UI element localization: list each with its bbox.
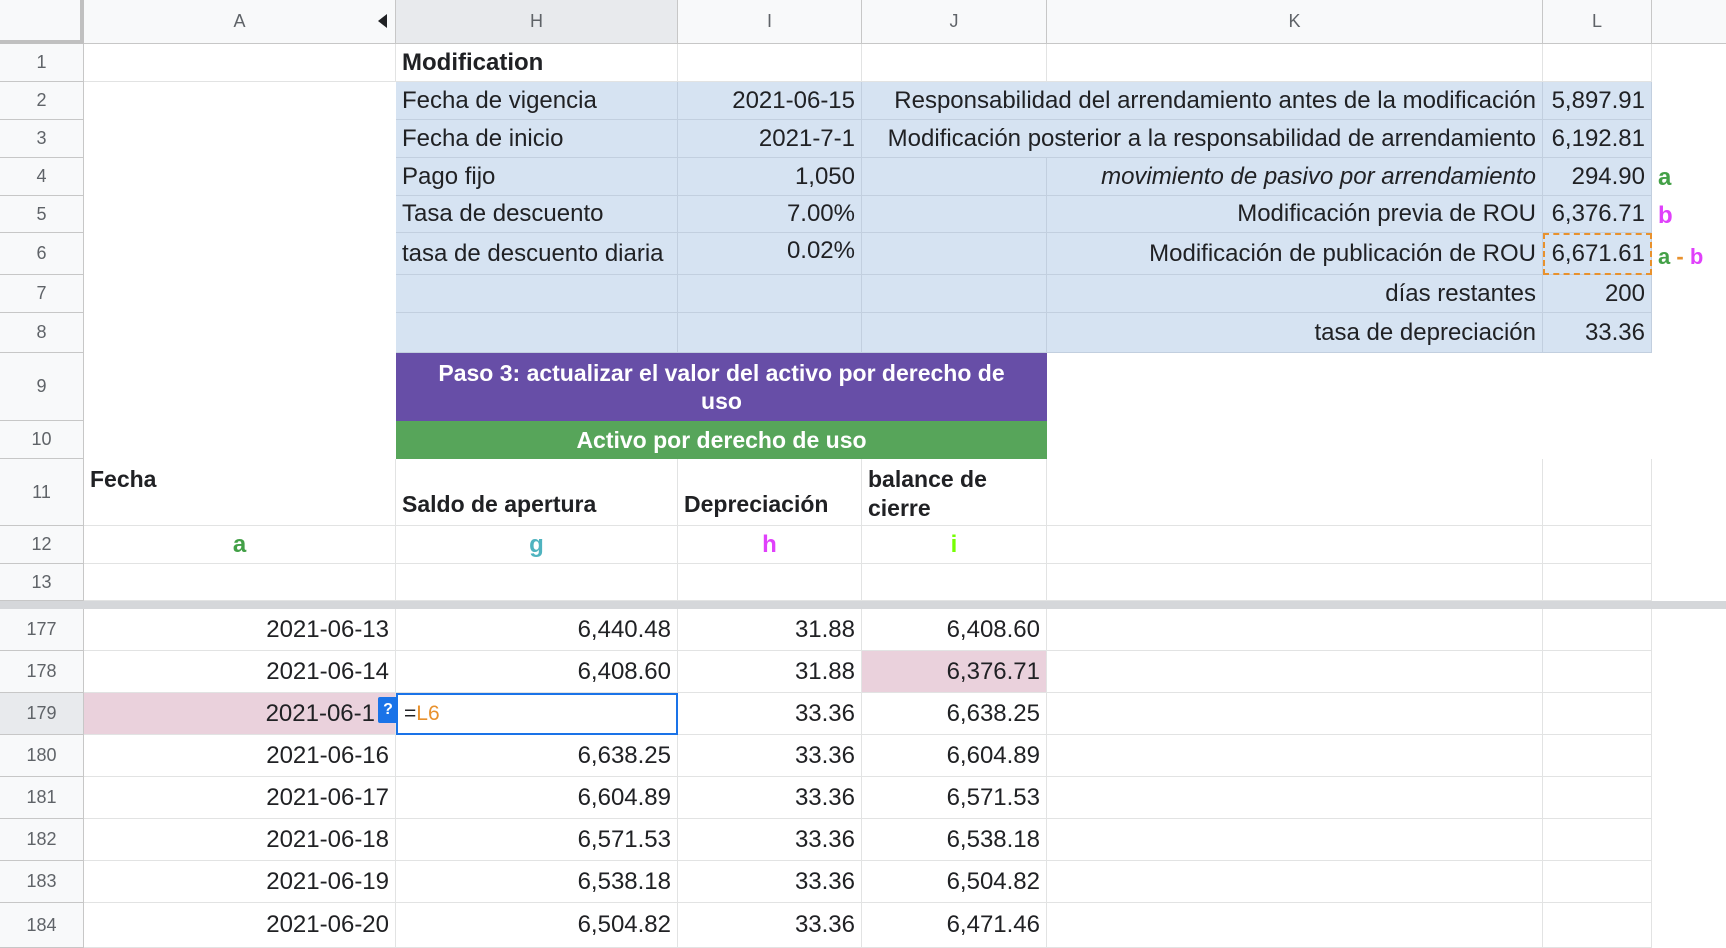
param-label: Fecha de vigencia [402, 86, 597, 114]
tag-a-part: a [1658, 244, 1671, 269]
summary-label: días restantes [1385, 279, 1536, 307]
formula-equals: = [404, 702, 417, 725]
header-fecha[interactable]: Fecha [84, 459, 396, 526]
letter-a: a [232, 530, 247, 558]
date-cell[interactable] [84, 777, 396, 819]
row-header[interactable] [0, 819, 84, 861]
saldo-value: 6,440.48 [577, 615, 671, 643]
cierre-cell[interactable] [862, 609, 1047, 651]
cell[interactable] [862, 313, 1047, 353]
cierre-cell[interactable] [862, 693, 1047, 735]
dep-value: 33.36 [794, 699, 855, 727]
row-label: 13 [31, 571, 52, 592]
cell[interactable] [1047, 777, 1543, 819]
cell[interactable] [862, 158, 1047, 196]
saldo-value: 6,571.53 [577, 825, 671, 853]
dep-cell[interactable] [678, 609, 862, 651]
param-value-cell[interactable] [678, 196, 862, 233]
dep-value: 31.88 [794, 657, 855, 685]
column-header-j[interactable] [862, 0, 1047, 44]
cell[interactable] [1543, 526, 1652, 564]
cierre-cell[interactable] [862, 819, 1047, 861]
step-banner[interactable]: Paso 3: actualizar el valor del activo por derecho de uso [396, 353, 1047, 421]
column-label: L [1591, 11, 1602, 31]
row-header[interactable] [0, 233, 84, 275]
param-value: 0.02% [786, 237, 855, 264]
saldo-cell[interactable] [396, 861, 678, 903]
param-label: Tasa de descuento [402, 200, 604, 227]
select-all-corner[interactable] [0, 0, 84, 44]
header-saldo-label: Saldo de apertura [402, 491, 597, 517]
date-cell[interactable] [84, 609, 396, 651]
row-header[interactable] [0, 693, 84, 735]
cell[interactable] [1543, 459, 1652, 526]
letter-i: i [950, 530, 958, 558]
date-cell[interactable] [84, 735, 396, 777]
summary-value: 294.90 [1571, 162, 1645, 190]
cell[interactable] [862, 233, 1047, 275]
cell[interactable] [678, 313, 862, 353]
frozen-rows-divider[interactable] [0, 601, 1726, 609]
letter-h: h [762, 530, 777, 558]
row-label: 12 [31, 534, 52, 554]
summary-value-cell[interactable] [1543, 120, 1652, 158]
cell[interactable] [84, 564, 396, 601]
cierre-value: 6,538.18 [946, 825, 1040, 853]
column-label: I [766, 11, 772, 31]
row-header[interactable] [0, 120, 84, 158]
saldo-cell[interactable] [396, 903, 678, 948]
date-cell[interactable] [84, 861, 396, 903]
header-depreciacion-label: Depreciación [684, 491, 829, 517]
row-header[interactable] [0, 421, 84, 459]
row-header[interactable] [0, 903, 84, 948]
cell[interactable] [678, 275, 862, 313]
letter-cell-g[interactable] [396, 526, 678, 564]
param-value-cell[interactable] [678, 120, 862, 158]
tag-b-part: b [1689, 244, 1704, 269]
cell[interactable] [84, 44, 396, 82]
dep-value: 33.36 [794, 825, 855, 853]
header-cierre[interactable]: balance de cierre [862, 459, 1047, 526]
summary-value-cell[interactable] [1543, 275, 1652, 313]
date-cell[interactable] [84, 819, 396, 861]
summary-label-cell[interactable] [1047, 196, 1543, 233]
date-cell[interactable] [84, 651, 396, 693]
row-label: 181 [26, 787, 57, 807]
row-header[interactable] [0, 313, 84, 353]
cierre-cell[interactable] [862, 861, 1047, 903]
cell[interactable] [1047, 903, 1543, 948]
dep-cell[interactable] [678, 903, 862, 948]
row-label: 180 [26, 745, 57, 765]
cell[interactable] [1543, 777, 1652, 819]
date-value: 2021-06-18 [266, 825, 389, 853]
row-label: 8 [36, 322, 47, 342]
dep-cell[interactable] [678, 819, 862, 861]
date-value: 2021-06-1 [265, 699, 375, 727]
header-saldo[interactable] [396, 459, 678, 526]
cell[interactable] [1047, 651, 1543, 693]
dep-value: 33.36 [794, 783, 855, 811]
formula-help-icon[interactable]: ? [378, 697, 398, 723]
param-value: 2021-7-1 [758, 124, 855, 152]
saldo-value: 6,408.60 [577, 657, 671, 685]
saldo-value: 6,504.82 [577, 911, 671, 938]
cell[interactable] [1047, 693, 1543, 735]
row-header[interactable] [0, 564, 84, 601]
row-label: 177 [26, 619, 57, 639]
cierre-value: 6,638.25 [946, 699, 1040, 727]
param-label-cell[interactable] [396, 82, 678, 120]
cell[interactable] [862, 275, 1047, 313]
summary-label-cell[interactable] [862, 120, 1543, 158]
letter-cell-a[interactable] [84, 526, 396, 564]
row-label: 179 [26, 703, 57, 723]
summary-value-cell[interactable] [1543, 196, 1652, 233]
row-label: 7 [36, 283, 47, 303]
section-title-cell[interactable] [396, 44, 678, 82]
column-header-k[interactable] [1047, 0, 1543, 44]
cell[interactable] [678, 564, 862, 601]
cierre-cell[interactable] [862, 903, 1047, 948]
summary-label: Modificación previa de ROU [1237, 200, 1536, 227]
dep-cell[interactable] [678, 861, 862, 903]
row-label: 5 [36, 203, 47, 224]
cierre-cell[interactable] [862, 735, 1047, 777]
cell[interactable] [396, 313, 678, 353]
summary-label: movimiento de pasivo por arrendamiento [1101, 162, 1536, 190]
param-value: 1,050 [794, 162, 855, 190]
saldo-cell[interactable] [396, 735, 678, 777]
dep-value: 33.36 [794, 741, 855, 769]
dep-cell[interactable] [678, 693, 862, 735]
date-value: 2021-06-13 [266, 615, 389, 643]
column-header-h[interactable] [396, 0, 678, 44]
cell[interactable] [1543, 44, 1652, 82]
row-header[interactable] [0, 735, 84, 777]
summary-label-cell[interactable] [1047, 275, 1543, 313]
summary-value: 200 [1604, 279, 1645, 307]
date-value: 2021-06-16 [266, 741, 389, 769]
letter-cell-h[interactable] [678, 526, 862, 564]
saldo-cell[interactable] [396, 609, 678, 651]
param-label-cell[interactable] [396, 233, 678, 275]
date-value: 2021-06-14 [266, 657, 389, 685]
param-value: 2021-06-15 [732, 86, 855, 114]
asset-banner[interactable]: Activo por derecho de uso [396, 421, 1047, 459]
cell[interactable] [1543, 693, 1652, 735]
param-value-cell[interactable] [678, 233, 862, 275]
saldo-value: 6,638.25 [577, 741, 671, 769]
row-header[interactable] [0, 158, 84, 196]
saldo-value: 6,538.18 [577, 867, 671, 895]
row-label: 3 [36, 128, 47, 148]
summary-label-cell[interactable] [1047, 158, 1543, 196]
saldo-cell[interactable] [396, 819, 678, 861]
row-label: 10 [31, 429, 52, 449]
cell[interactable] [1543, 735, 1652, 777]
summary-label: Modificación de publicación de ROU [1149, 239, 1536, 267]
summary-label: tasa de depreciación [1314, 318, 1536, 346]
summary-label-cell[interactable] [862, 82, 1543, 120]
active-cell-editor[interactable] [396, 693, 678, 735]
cierre-value: 6,408.60 [946, 615, 1040, 643]
summary-value-cell[interactable] [1543, 233, 1652, 275]
saldo-cell[interactable] [396, 777, 678, 819]
summary-value: 6,376.71 [1551, 200, 1645, 227]
row-header[interactable] [0, 459, 84, 526]
cell[interactable] [1047, 861, 1543, 903]
summary-label: Modificación posterior a la responsabilidad de arrendamiento [887, 124, 1536, 152]
param-label: Pago fijo [402, 162, 496, 190]
tag-b: b [1658, 202, 1673, 229]
cell[interactable] [678, 44, 862, 82]
row-header[interactable] [0, 651, 84, 693]
saldo-cell[interactable] [396, 651, 678, 693]
column-header-l[interactable] [1543, 0, 1652, 44]
cierre-value: 6,376.71 [946, 657, 1040, 685]
tag-a: a [1658, 164, 1672, 191]
cierre-cell-highlighted[interactable] [862, 651, 1047, 693]
cell[interactable] [396, 275, 678, 313]
dep-cell[interactable] [678, 735, 862, 777]
date-cell-highlighted[interactable] [84, 693, 396, 735]
summary-label-cell[interactable] [1047, 313, 1543, 353]
date-value: 2021-06-20 [266, 911, 389, 938]
param-label-cell[interactable] [396, 120, 678, 158]
row-label: 11 [32, 481, 51, 502]
summary-label-cell[interactable] [1047, 233, 1543, 275]
summary-value: 6,192.81 [1551, 124, 1645, 152]
row-header[interactable] [0, 44, 84, 82]
cierre-value: 6,471.46 [946, 911, 1040, 938]
tag-minus-part: - [1670, 244, 1690, 269]
cell[interactable] [1047, 526, 1543, 564]
column-header-i[interactable] [678, 0, 862, 44]
summary-value-cell[interactable] [1543, 158, 1652, 196]
cell[interactable] [862, 196, 1047, 233]
column-header-m[interactable] [1652, 0, 1726, 44]
cell[interactable] [1047, 459, 1543, 526]
summary-value: 6,671.61 [1551, 239, 1645, 267]
row-header[interactable] [0, 861, 84, 903]
column-label: H [530, 11, 543, 31]
cell[interactable] [1047, 735, 1543, 777]
row-label: 4 [36, 166, 47, 186]
cell[interactable] [1543, 564, 1652, 601]
row-label: 2 [36, 90, 47, 110]
row-header[interactable] [0, 777, 84, 819]
column-label: A [233, 11, 246, 31]
cell[interactable] [862, 564, 1047, 601]
cell[interactable] [1047, 564, 1543, 601]
param-label: Fecha de inicio [402, 124, 564, 152]
cell[interactable] [1047, 819, 1543, 861]
saldo-value: 6,604.89 [577, 783, 671, 811]
dep-cell[interactable] [678, 651, 862, 693]
summary-value-cell[interactable] [1543, 82, 1652, 120]
cell[interactable] [1543, 819, 1652, 861]
dep-cell[interactable] [678, 777, 862, 819]
summary-label: Responsabilidad del arrendamiento antes de la modificación [894, 86, 1536, 114]
dep-value: 33.36 [794, 911, 855, 938]
cell[interactable] [1543, 861, 1652, 903]
row-header[interactable] [0, 353, 84, 421]
section-title: Modification [402, 48, 544, 76]
collapse-left-icon[interactable] [378, 14, 387, 28]
row-header[interactable] [0, 275, 84, 313]
param-value-cell[interactable] [678, 82, 862, 120]
row-header[interactable] [0, 526, 84, 564]
cell[interactable] [1543, 609, 1652, 651]
row-label: 184 [26, 914, 57, 935]
param-label-cell[interactable] [396, 196, 678, 233]
summary-value-cell[interactable] [1543, 313, 1652, 353]
date-cell[interactable] [84, 903, 396, 948]
cell[interactable] [1543, 651, 1652, 693]
column-label: J [949, 11, 959, 31]
cierre-value: 6,571.53 [946, 783, 1040, 811]
row-header[interactable] [0, 82, 84, 120]
letter-g: g [529, 530, 544, 558]
row-label: 9 [36, 376, 47, 396]
column-header-a[interactable] [84, 0, 396, 44]
cierre-cell[interactable] [862, 777, 1047, 819]
row-header[interactable] [0, 196, 84, 233]
cierre-value: 6,504.82 [946, 867, 1040, 895]
row-label: 1 [36, 52, 47, 72]
cell[interactable] [1047, 609, 1543, 651]
date-value: 2021-06-17 [266, 783, 389, 811]
param-label-cell[interactable] [396, 158, 678, 196]
row-label: 183 [26, 871, 57, 891]
dep-value: 31.88 [794, 615, 855, 643]
param-value-cell[interactable] [678, 158, 862, 196]
row-header[interactable] [0, 609, 84, 651]
param-label: tasa de descuento diaria [402, 239, 664, 267]
param-value: 7.00% [786, 200, 855, 227]
header-depreciacion[interactable] [678, 459, 862, 526]
row-label: 178 [26, 661, 57, 681]
row-label: 182 [26, 829, 57, 849]
letter-cell-i[interactable] [862, 526, 1047, 564]
column-label: K [1288, 11, 1301, 31]
cell[interactable] [1047, 44, 1543, 82]
formula-reference: L6 [416, 702, 440, 725]
tag-a-minus-b [1658, 244, 1703, 270]
row-label: 6 [36, 243, 47, 263]
cell[interactable] [396, 564, 678, 601]
date-value: 2021-06-19 [266, 867, 389, 895]
cell[interactable] [862, 44, 1047, 82]
summary-value: 33.36 [1584, 318, 1645, 346]
cell[interactable] [1543, 903, 1652, 948]
dep-value: 33.36 [794, 867, 855, 895]
summary-value: 5,897.91 [1551, 86, 1645, 114]
cierre-value: 6,604.89 [946, 741, 1040, 769]
